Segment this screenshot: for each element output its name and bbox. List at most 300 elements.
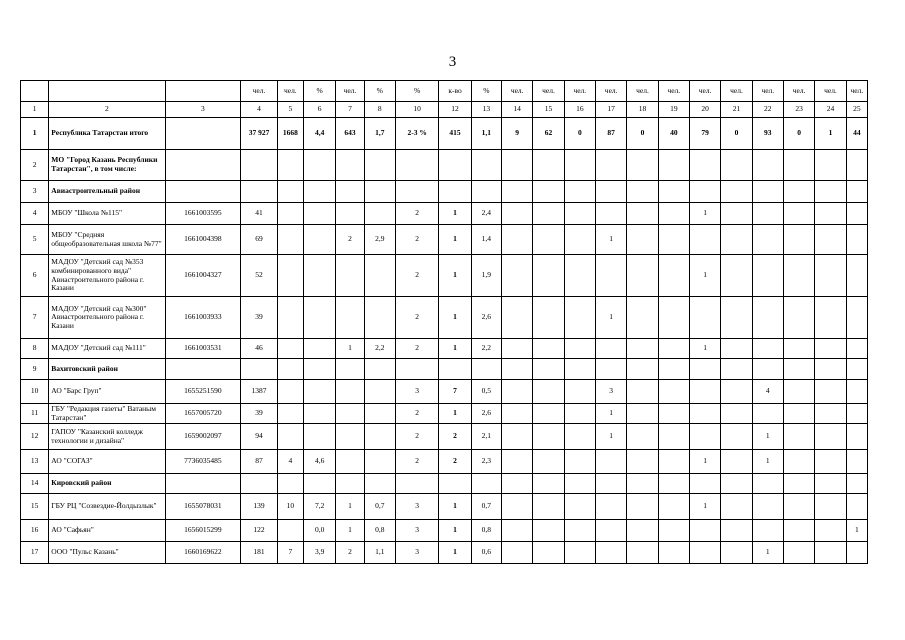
value-cell <box>364 359 395 380</box>
value-cell <box>364 404 395 424</box>
value-cell: 8 <box>364 102 395 118</box>
value-cell: 17 <box>596 102 627 118</box>
value-cell: 0,8 <box>471 520 501 542</box>
value-cell <box>658 150 689 181</box>
value-cell: 2,2 <box>471 339 501 359</box>
value-cell <box>846 225 867 255</box>
inn-cell <box>165 474 241 494</box>
value-cell <box>721 255 752 297</box>
value-cell <box>846 424 867 450</box>
value-cell <box>564 203 595 225</box>
value-cell <box>721 474 752 494</box>
value-cell <box>502 450 533 474</box>
value-cell <box>721 297 752 339</box>
value-cell <box>721 225 752 255</box>
value-cell: 1 <box>752 424 783 450</box>
value-cell: 4,4 <box>303 118 335 150</box>
value-cell <box>533 542 564 564</box>
value-cell <box>277 474 303 494</box>
value-cell <box>277 181 303 203</box>
value-cell <box>364 297 395 339</box>
organization-name-cell: Республика Татарстан итого <box>49 118 165 150</box>
organization-name-cell: ГАПОУ "Казанский колледж технологии и дизайна" <box>49 424 165 450</box>
value-cell: 0 <box>627 118 658 150</box>
value-cell: 37 927 <box>241 118 277 150</box>
value-cell <box>689 474 720 494</box>
value-cell <box>596 339 627 359</box>
value-cell <box>303 181 335 203</box>
value-cell: 1 <box>439 225 471 255</box>
value-cell <box>752 359 783 380</box>
value-cell: 22 <box>752 102 783 118</box>
value-cell <box>502 181 533 203</box>
inn-cell: 1660169622 <box>165 542 241 564</box>
value-cell <box>783 404 814 424</box>
value-cell <box>752 474 783 494</box>
value-cell: 1 <box>596 424 627 450</box>
value-cell <box>502 203 533 225</box>
value-cell: 122 <box>241 520 277 542</box>
value-cell: 2 <box>439 450 471 474</box>
value-cell <box>815 424 846 450</box>
value-cell <box>596 494 627 520</box>
value-cell <box>303 203 335 225</box>
value-cell: 0,0 <box>303 520 335 542</box>
value-cell: 2,9 <box>364 225 395 255</box>
table-row <box>21 225 868 255</box>
value-cell: 2 <box>336 542 364 564</box>
value-cell <box>815 339 846 359</box>
organization-name-cell: МАДОУ "Детский сад №300" Авиастроительного района г. Казани <box>49 297 165 339</box>
value-cell <box>627 424 658 450</box>
value-cell: чел. <box>336 81 364 102</box>
inn-cell: 1661003933 <box>165 297 241 339</box>
value-cell: 3 <box>395 542 438 564</box>
value-cell <box>533 450 564 474</box>
value-cell: 10 <box>395 102 438 118</box>
value-cell: к-во <box>439 81 471 102</box>
value-cell: 21 <box>721 102 752 118</box>
inn-cell: 1659002097 <box>165 424 241 450</box>
value-cell: 7,2 <box>303 494 335 520</box>
value-cell: чел. <box>846 81 867 102</box>
value-cell <box>815 404 846 424</box>
value-cell: % <box>395 81 438 102</box>
value-cell: 1 <box>752 542 783 564</box>
value-cell <box>596 474 627 494</box>
value-cell <box>364 450 395 474</box>
value-cell: 39 <box>241 297 277 339</box>
value-cell: 1 <box>439 520 471 542</box>
value-cell <box>277 404 303 424</box>
value-cell <box>336 203 364 225</box>
row-number-cell: 6 <box>21 255 49 297</box>
value-cell <box>627 520 658 542</box>
value-cell: 1 <box>336 494 364 520</box>
value-cell: 2,2 <box>364 339 395 359</box>
value-cell: 2 <box>395 255 438 297</box>
value-cell: 1,4 <box>471 225 501 255</box>
organization-name-cell: АО "Сафьян" <box>49 520 165 542</box>
value-cell: чел. <box>627 81 658 102</box>
value-cell: 1 <box>752 450 783 474</box>
value-cell <box>533 494 564 520</box>
organization-name-cell: Вахитовский район <box>49 359 165 380</box>
value-cell <box>689 380 720 404</box>
organization-name-cell: 2 <box>49 102 165 118</box>
table-row <box>21 542 868 564</box>
inn-cell <box>165 118 241 150</box>
inn-cell <box>165 359 241 380</box>
value-cell: 4,6 <box>303 450 335 474</box>
value-cell: 24 <box>815 102 846 118</box>
value-cell <box>395 181 438 203</box>
value-cell <box>596 359 627 380</box>
column-number-row <box>21 102 868 118</box>
value-cell: 93 <box>752 118 783 150</box>
value-cell: 7 <box>336 102 364 118</box>
value-cell <box>336 404 364 424</box>
value-cell: 1387 <box>241 380 277 404</box>
value-cell <box>596 450 627 474</box>
value-cell: 4 <box>752 380 783 404</box>
value-cell: 3 <box>395 520 438 542</box>
value-cell: 2 <box>439 424 471 450</box>
value-cell <box>815 359 846 380</box>
value-cell: 2,6 <box>471 404 501 424</box>
value-cell <box>752 203 783 225</box>
table-row <box>21 450 868 474</box>
value-cell <box>533 359 564 380</box>
value-cell <box>277 297 303 339</box>
value-cell <box>846 255 867 297</box>
value-cell <box>364 474 395 494</box>
row-number-cell: 13 <box>21 450 49 474</box>
value-cell <box>752 404 783 424</box>
value-cell: 1 <box>689 450 720 474</box>
value-cell <box>783 474 814 494</box>
value-cell: 3 <box>596 380 627 404</box>
value-cell <box>627 225 658 255</box>
value-cell <box>533 474 564 494</box>
value-cell <box>815 225 846 255</box>
quota-table <box>20 80 868 564</box>
value-cell <box>721 203 752 225</box>
value-cell <box>336 359 364 380</box>
value-cell: 14 <box>502 102 533 118</box>
value-cell <box>277 203 303 225</box>
row-number-cell <box>21 81 49 102</box>
inn-cell: 1656015299 <box>165 520 241 542</box>
row-number-cell: 10 <box>21 380 49 404</box>
value-cell <box>596 542 627 564</box>
row-number-cell: 5 <box>21 225 49 255</box>
value-cell <box>241 359 277 380</box>
value-cell <box>533 380 564 404</box>
value-cell <box>336 424 364 450</box>
value-cell: 5 <box>277 102 303 118</box>
value-cell: 1 <box>439 494 471 520</box>
value-cell <box>303 297 335 339</box>
value-cell <box>658 297 689 339</box>
value-cell <box>658 255 689 297</box>
value-cell: 0 <box>783 118 814 150</box>
value-cell <box>533 225 564 255</box>
row-number-cell: 16 <box>21 520 49 542</box>
value-cell: 20 <box>689 102 720 118</box>
value-cell <box>502 255 533 297</box>
value-cell <box>846 297 867 339</box>
organization-name-cell: ООО "Пульс Казань" <box>49 542 165 564</box>
value-cell <box>721 424 752 450</box>
value-cell <box>627 450 658 474</box>
value-cell: 1,7 <box>364 118 395 150</box>
value-cell <box>627 494 658 520</box>
value-cell <box>502 150 533 181</box>
value-cell <box>815 297 846 339</box>
value-cell <box>627 339 658 359</box>
value-cell: 0 <box>564 118 595 150</box>
value-cell <box>627 404 658 424</box>
value-cell <box>627 203 658 225</box>
value-cell <box>846 181 867 203</box>
value-cell <box>564 339 595 359</box>
value-cell: 0 <box>721 118 752 150</box>
value-cell <box>596 181 627 203</box>
table-row <box>21 203 868 225</box>
value-cell <box>395 474 438 494</box>
value-cell: 2 <box>395 297 438 339</box>
value-cell: 2 <box>395 404 438 424</box>
value-cell <box>627 542 658 564</box>
organization-name-cell: МБОУ "Школа №115" <box>49 203 165 225</box>
value-cell: 1,1 <box>364 542 395 564</box>
value-cell <box>721 450 752 474</box>
value-cell <box>502 424 533 450</box>
value-cell <box>277 255 303 297</box>
inn-cell: 1661004398 <box>165 225 241 255</box>
value-cell <box>502 339 533 359</box>
value-cell <box>277 339 303 359</box>
value-cell: 1 <box>815 118 846 150</box>
row-number-cell: 1 <box>21 118 49 150</box>
inn-cell: 1661003595 <box>165 203 241 225</box>
inn-cell <box>165 150 241 181</box>
value-cell <box>658 520 689 542</box>
value-cell: чел. <box>815 81 846 102</box>
value-cell: чел. <box>596 81 627 102</box>
value-cell <box>364 150 395 181</box>
value-cell <box>658 203 689 225</box>
value-cell <box>627 181 658 203</box>
row-number-cell: 14 <box>21 474 49 494</box>
value-cell <box>846 474 867 494</box>
value-cell <box>533 255 564 297</box>
value-cell <box>277 225 303 255</box>
value-cell <box>533 203 564 225</box>
value-cell <box>689 225 720 255</box>
value-cell: 52 <box>241 255 277 297</box>
value-cell: 1 <box>439 297 471 339</box>
organization-name-cell: МАДОУ "Детский сад №353 комбинированного вида" Авиастроительного района г. Казани <box>49 255 165 297</box>
value-cell: 1 <box>439 255 471 297</box>
value-cell: 1 <box>336 520 364 542</box>
value-cell <box>364 255 395 297</box>
value-cell: 1 <box>596 297 627 339</box>
value-cell <box>303 339 335 359</box>
value-cell <box>336 150 364 181</box>
value-cell <box>846 404 867 424</box>
value-cell <box>752 339 783 359</box>
value-cell <box>783 424 814 450</box>
value-cell <box>471 181 501 203</box>
inn-cell: 7736035485 <box>165 450 241 474</box>
row-number-cell: 2 <box>21 150 49 181</box>
value-cell <box>783 297 814 339</box>
value-cell <box>846 494 867 520</box>
value-cell: % <box>303 81 335 102</box>
value-cell: 3 <box>395 494 438 520</box>
table-row <box>21 150 868 181</box>
value-cell <box>658 450 689 474</box>
value-cell: 1 <box>439 203 471 225</box>
value-cell: чел. <box>752 81 783 102</box>
row-number-cell: 1 <box>21 102 49 118</box>
value-cell <box>627 255 658 297</box>
value-cell <box>533 297 564 339</box>
value-cell <box>689 520 720 542</box>
value-cell <box>689 297 720 339</box>
inn-cell: 1661003531 <box>165 339 241 359</box>
value-cell <box>277 150 303 181</box>
row-number-cell: 4 <box>21 203 49 225</box>
value-cell: чел. <box>502 81 533 102</box>
value-cell <box>336 474 364 494</box>
value-cell <box>846 203 867 225</box>
value-cell: 18 <box>627 102 658 118</box>
value-cell <box>658 474 689 494</box>
value-cell <box>533 520 564 542</box>
value-cell <box>689 181 720 203</box>
value-cell <box>564 520 595 542</box>
value-cell <box>783 203 814 225</box>
value-cell <box>471 359 501 380</box>
value-cell <box>596 150 627 181</box>
value-cell <box>564 404 595 424</box>
value-cell: 1 <box>689 339 720 359</box>
value-cell: 69 <box>241 225 277 255</box>
row-number-cell: 12 <box>21 424 49 450</box>
value-cell: 1 <box>439 404 471 424</box>
table-row <box>21 474 868 494</box>
value-cell: 1668 <box>277 118 303 150</box>
value-cell: 415 <box>439 118 471 150</box>
value-cell: чел. <box>277 81 303 102</box>
value-cell: 15 <box>533 102 564 118</box>
value-cell: 181 <box>241 542 277 564</box>
value-cell <box>241 150 277 181</box>
value-cell <box>564 542 595 564</box>
value-cell <box>721 380 752 404</box>
value-cell <box>658 424 689 450</box>
value-cell <box>303 359 335 380</box>
table-row <box>21 181 868 203</box>
value-cell <box>533 339 564 359</box>
value-cell <box>336 255 364 297</box>
value-cell <box>815 255 846 297</box>
value-cell <box>627 474 658 494</box>
value-cell <box>395 359 438 380</box>
value-cell <box>815 181 846 203</box>
value-cell <box>502 474 533 494</box>
value-cell <box>658 181 689 203</box>
table-row <box>21 424 868 450</box>
value-cell <box>627 150 658 181</box>
value-cell <box>303 150 335 181</box>
value-cell: 2 <box>395 424 438 450</box>
value-cell <box>658 494 689 520</box>
value-cell: 39 <box>241 404 277 424</box>
inn-cell <box>165 81 241 102</box>
organization-name-cell: МО "Город Казань Республики Татарстан", в том числе: <box>49 150 165 181</box>
value-cell <box>241 474 277 494</box>
value-cell: 2,1 <box>471 424 501 450</box>
value-cell <box>596 255 627 297</box>
value-cell: 12 <box>439 102 471 118</box>
value-cell <box>815 474 846 494</box>
value-cell: 643 <box>336 118 364 150</box>
value-cell <box>336 181 364 203</box>
value-cell: 41 <box>241 203 277 225</box>
value-cell: 1,1 <box>471 118 501 150</box>
value-cell: % <box>364 81 395 102</box>
value-cell <box>336 380 364 404</box>
value-cell <box>564 450 595 474</box>
value-cell <box>564 150 595 181</box>
row-number-cell: 8 <box>21 339 49 359</box>
value-cell <box>689 542 720 564</box>
value-cell <box>627 359 658 380</box>
value-cell <box>502 359 533 380</box>
table-row <box>21 359 868 380</box>
value-cell <box>689 359 720 380</box>
value-cell <box>564 255 595 297</box>
value-cell: 79 <box>689 118 720 150</box>
value-cell <box>564 297 595 339</box>
value-cell: 0,8 <box>364 520 395 542</box>
value-cell <box>846 542 867 564</box>
value-cell <box>689 150 720 181</box>
value-cell <box>303 424 335 450</box>
value-cell <box>502 297 533 339</box>
value-cell <box>846 339 867 359</box>
row-number-cell: 3 <box>21 181 49 203</box>
value-cell: 1 <box>689 255 720 297</box>
value-cell <box>658 380 689 404</box>
value-cell <box>689 404 720 424</box>
value-cell <box>783 359 814 380</box>
organization-name-cell: АО "Барс Груп" <box>49 380 165 404</box>
value-cell <box>564 380 595 404</box>
value-cell: 87 <box>596 118 627 150</box>
value-cell: 46 <box>241 339 277 359</box>
value-cell: чел. <box>533 81 564 102</box>
value-cell: 2,3 <box>471 450 501 474</box>
row-number-cell: 17 <box>21 542 49 564</box>
value-cell <box>752 255 783 297</box>
value-cell: 62 <box>533 118 564 150</box>
table-row <box>21 297 868 339</box>
